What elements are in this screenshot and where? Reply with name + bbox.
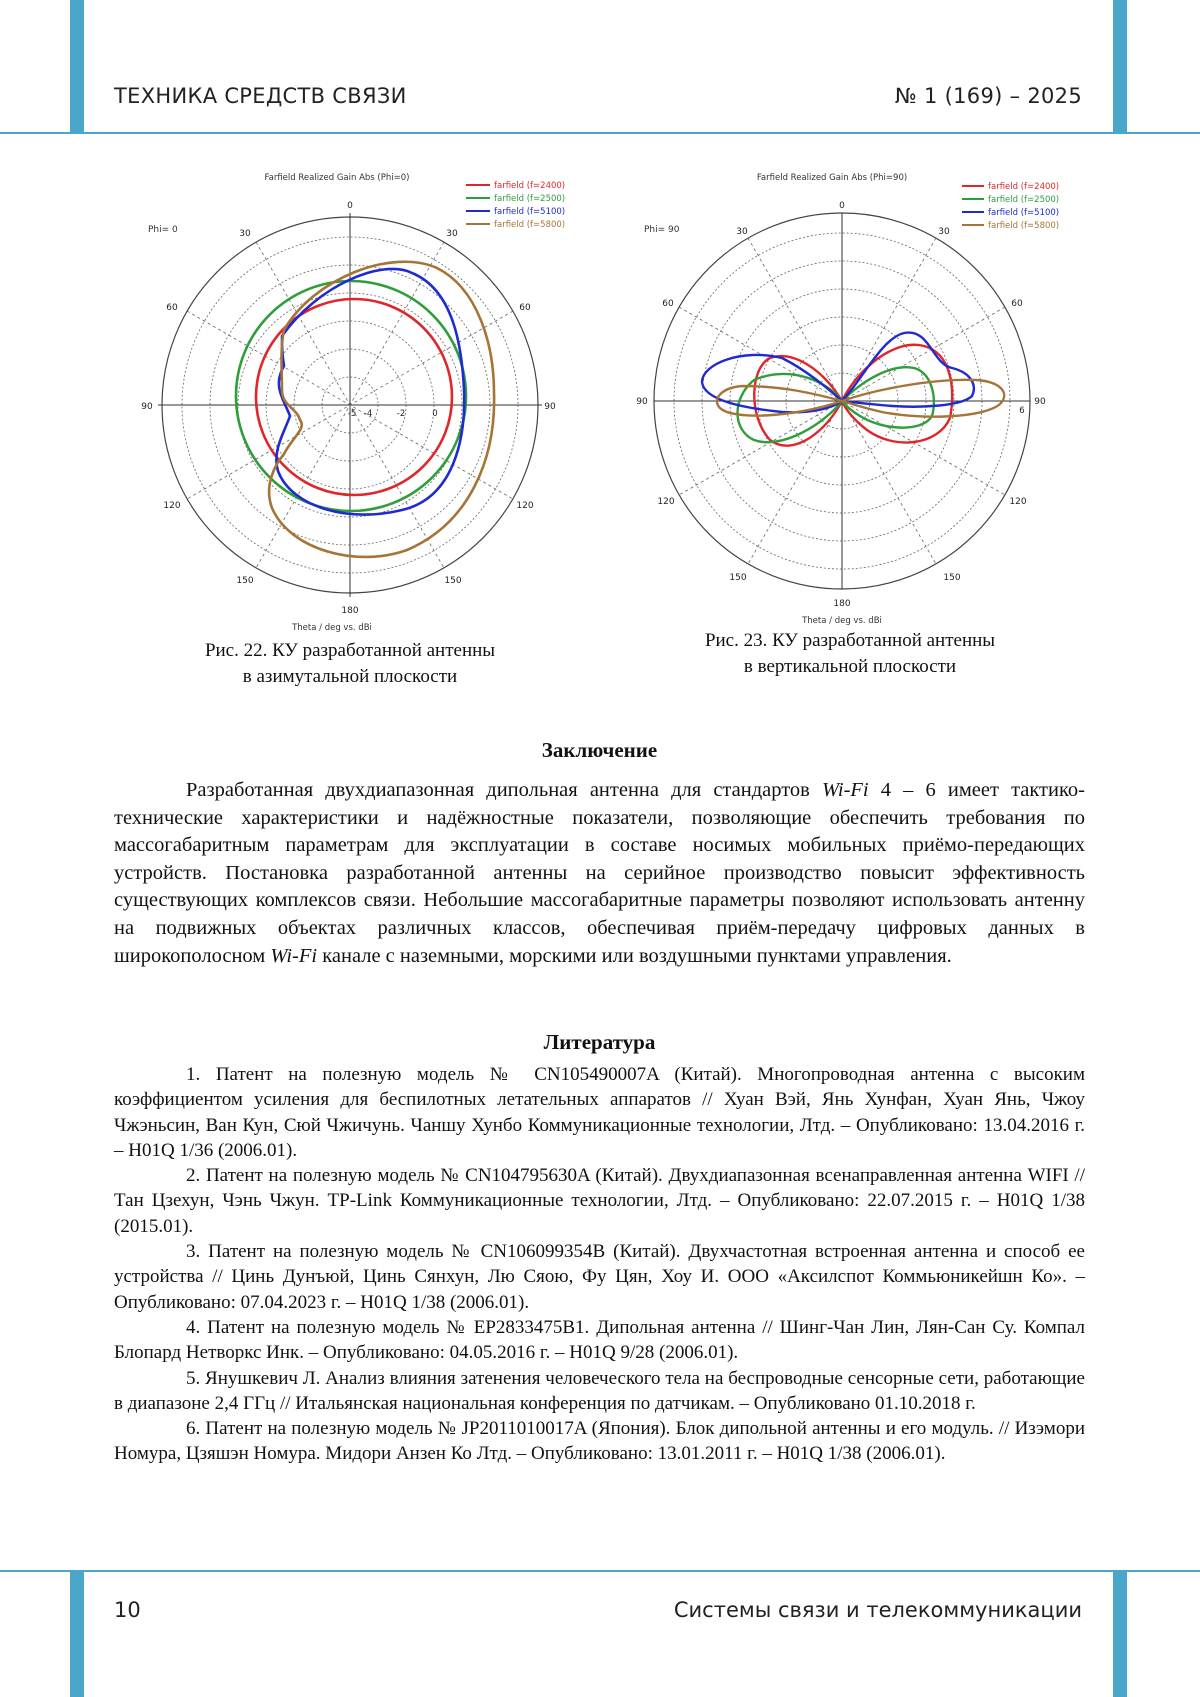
fig22-tick-150r: 150 — [444, 576, 462, 586]
figure-23-caption — [620, 628, 1080, 680]
fig22-legend-5100: farfield (f=5100) — [494, 207, 566, 217]
fig22-grid — [158, 213, 542, 597]
fig22-tick-30r: 30 — [446, 229, 458, 239]
fig23-tick-60l: 60 — [662, 299, 674, 309]
fig22-radial-ticks — [348, 409, 438, 419]
fig22-tick-90r: 90 — [544, 402, 556, 412]
fig22-rtick-m4: -4 — [363, 409, 373, 419]
wifi-term-2: Wi-Fi — [270, 944, 318, 967]
top-left-bar — [70, 0, 84, 132]
fig23-legend-5100: farfield (f=5100) — [988, 208, 1060, 218]
conclusion-text-part3: канале с наземными, морскими или воздушными пунктами управления. — [317, 944, 952, 967]
fig23-tick-60r: 60 — [1011, 299, 1023, 309]
reference-4: 4. Патент на полезную модель № EP2833475B1. Дипольная антенна // Шинг-Чан Лин, Лян-Сан Су. Компал Блопард Нетворкс Инк. – Опубликовано: 04.05.2016 г. – H01Q 9/28 (2006.01). — [114, 1316, 1085, 1364]
fig23-title: Farfield Realized Gain Abs (Phi=90) — [756, 173, 908, 183]
figure-22-caption-line1: Рис. 22. КУ разработанной антенны — [204, 640, 496, 661]
wifi-term-1: Wi-Fi — [821, 779, 869, 801]
section-title: Системы связи и телекоммуникации — [673, 1598, 1082, 1622]
conclusion-text-part2: 4 – 6 имеет тактико-технические характеристики и надёжностные показатели, позволяющие обеспечить требования по массогабаритным параметрам для эксплуатации в составе носимых мобильных приёмо-передающих устройств. Постановка разработанной антенны на серийное производство повысит эффективность существующих комплексов связи. Небольшие массогабаритные параметры позволяют использовать антенну на подвижных объектах различных классов, обеспечивая приём-передачу цифровых данных в широкополосном — [114, 779, 1085, 967]
references-list — [114, 1062, 1085, 1467]
fig22-rtick-0: 0 — [432, 409, 438, 419]
fig22-rtick-m5: -5 — [347, 409, 357, 419]
fig23-phi-label: Phi= 90 — [644, 225, 680, 235]
fig23-tick-90r: 90 — [1034, 397, 1046, 407]
fig23-curves — [702, 333, 1004, 446]
journal-title: ТЕХНИКА СРЕДСТВ СВЯЗИ — [114, 84, 407, 108]
figure-23-caption-line1: Рис. 23. КУ разработанной антенны — [704, 630, 996, 651]
figure-22-caption — [120, 638, 580, 690]
fig23-tick-90l: 90 — [636, 397, 648, 407]
fig23-legend-2400: farfield (f=2400) — [988, 182, 1060, 192]
fig23-legend-2500: farfield (f=2500) — [988, 195, 1060, 205]
fig23-rtick-6: 6 — [1019, 406, 1025, 416]
fig23-legend-5800: farfield (f=5800) — [988, 221, 1060, 231]
fig22-tick-180: 180 — [341, 606, 359, 616]
fig23-tick-0: 0 — [839, 201, 845, 211]
fig22-phi-label: Phi= 0 — [148, 225, 178, 235]
fig22-xlabel: Theta / deg vs. dBi — [292, 623, 372, 633]
fig22-legend-2500: farfield (f=2500) — [494, 194, 566, 204]
reference-5: 5. Янушкевич Л. Анализ влияния затенения человеческого тела на беспроводные сенсорные сети, работающие в диапазоне 2,4 ГГц // Итальянская национальная конференция по датчикам. – Опубликовано 01.10.2018 г. — [114, 1367, 1085, 1414]
conclusion-heading: Заключение — [541, 738, 658, 762]
issue-number: № 1 (169) – 2025 — [894, 84, 1082, 108]
fig23-tick-120l: 120 — [657, 497, 675, 507]
reference-1: 1. Патент на полезную модель № CN105490007A (Китай). Многопроводная антенна с высоким коэффициентом усиления для беспилотных летательных аппаратов // Хуан Вэй, Янь Хунфан, Хуан Янь, Чжоу Чжэньсин, Ван Кун, Сюй Чжичунь. Чаншу Хунбо Коммуникационные технологии, Лтд. – Опубликовано: 13.04.2016 г. – H01Q 1/36 (2006.01). — [114, 1064, 1085, 1161]
reference-3: 3. Патент на полезную модель № CN106099354B (Китай). Двухчастотная встроенная антенна и способ ее устройства // Цинь Дунъюй, Цинь Сянхун, Лю Сяою, Фу Цян, Хоу И. ООО «Аксилспот Коммьюникейшн Ко». – Опубликовано: 07.04.2023 г. – H01Q 1/38 (2006.01). — [114, 1241, 1085, 1313]
fig23-xlabel: Theta / deg vs. dBi — [802, 616, 882, 626]
fig22-legend-2400: farfield (f=2400) — [494, 181, 566, 191]
figure-22-caption-line2: в азимутальной плоскости — [242, 666, 458, 687]
bottom-left-bar — [70, 1570, 84, 1697]
figure-23-polar-chart — [632, 168, 1082, 628]
fig23-tick-120r: 120 — [1009, 497, 1027, 507]
fig22-tick-60r: 60 — [519, 303, 531, 313]
fig23-tick-30r: 30 — [938, 227, 950, 237]
fig22-tick-0: 0 — [347, 201, 353, 211]
fig22-legend — [466, 181, 565, 230]
fig23-legend — [962, 182, 1059, 231]
reference-2: 2. Патент на полезную модель № CN104795630A (Китай). Двухдиапазонная всенаправленная антенна WIFI // Тан Цзехун, Чэнь Чжун. TP-Link Коммуникационные технологии, Лтд. – Опубликовано: 22.07.2015 г. – H01Q 1/38 (2015.01). — [114, 1165, 1085, 1237]
fig22-tick-30l: 30 — [239, 229, 251, 239]
fig22-tick-150l: 150 — [236, 576, 254, 586]
fig23-tick-30l: 30 — [736, 227, 748, 237]
fig22-tick-120r: 120 — [516, 501, 534, 511]
bottom-right-bar — [1113, 1570, 1127, 1697]
figure-22-polar-chart — [132, 168, 582, 638]
fig23-tick-150l: 150 — [729, 573, 747, 583]
conclusion-text — [114, 777, 1085, 970]
page-number: 10 — [114, 1598, 141, 1622]
fig23-tick-180: 180 — [833, 599, 851, 609]
reference-6: 6. Патент на полезную модель № JP2011010017A (Япония). Блок дипольной антенны и его модуль. // Изэмори Номура, Цзяшэн Номура. Мидори Анзен Ко Лтд. – Опубликовано: 13.01.2011 г. – H01Q 1/38 (2006.01). — [114, 1418, 1085, 1465]
header-rule — [0, 132, 1200, 134]
conclusion-paragraph — [114, 777, 1085, 970]
fig22-legend-5800: farfield (f=5800) — [494, 220, 566, 230]
fig22-title: Farfield Realized Gain Abs (Phi=0) — [264, 173, 410, 183]
figure-23-caption-line2: в вертикальной плоскости — [743, 656, 957, 677]
references-heading: Литература — [543, 1030, 656, 1054]
top-right-bar — [1113, 0, 1127, 132]
fig22-rtick-m2: -2 — [396, 409, 406, 419]
fig22-tick-90l: 90 — [141, 402, 153, 412]
conclusion-text-part1: Разработанная двухдиапазонная дипольная антенна для стандартов — [186, 779, 822, 801]
footer-rule — [0, 1570, 1200, 1572]
fig23-tick-150r: 150 — [943, 573, 961, 583]
fig22-tick-120l: 120 — [163, 501, 181, 511]
fig22-tick-60l: 60 — [166, 303, 178, 313]
